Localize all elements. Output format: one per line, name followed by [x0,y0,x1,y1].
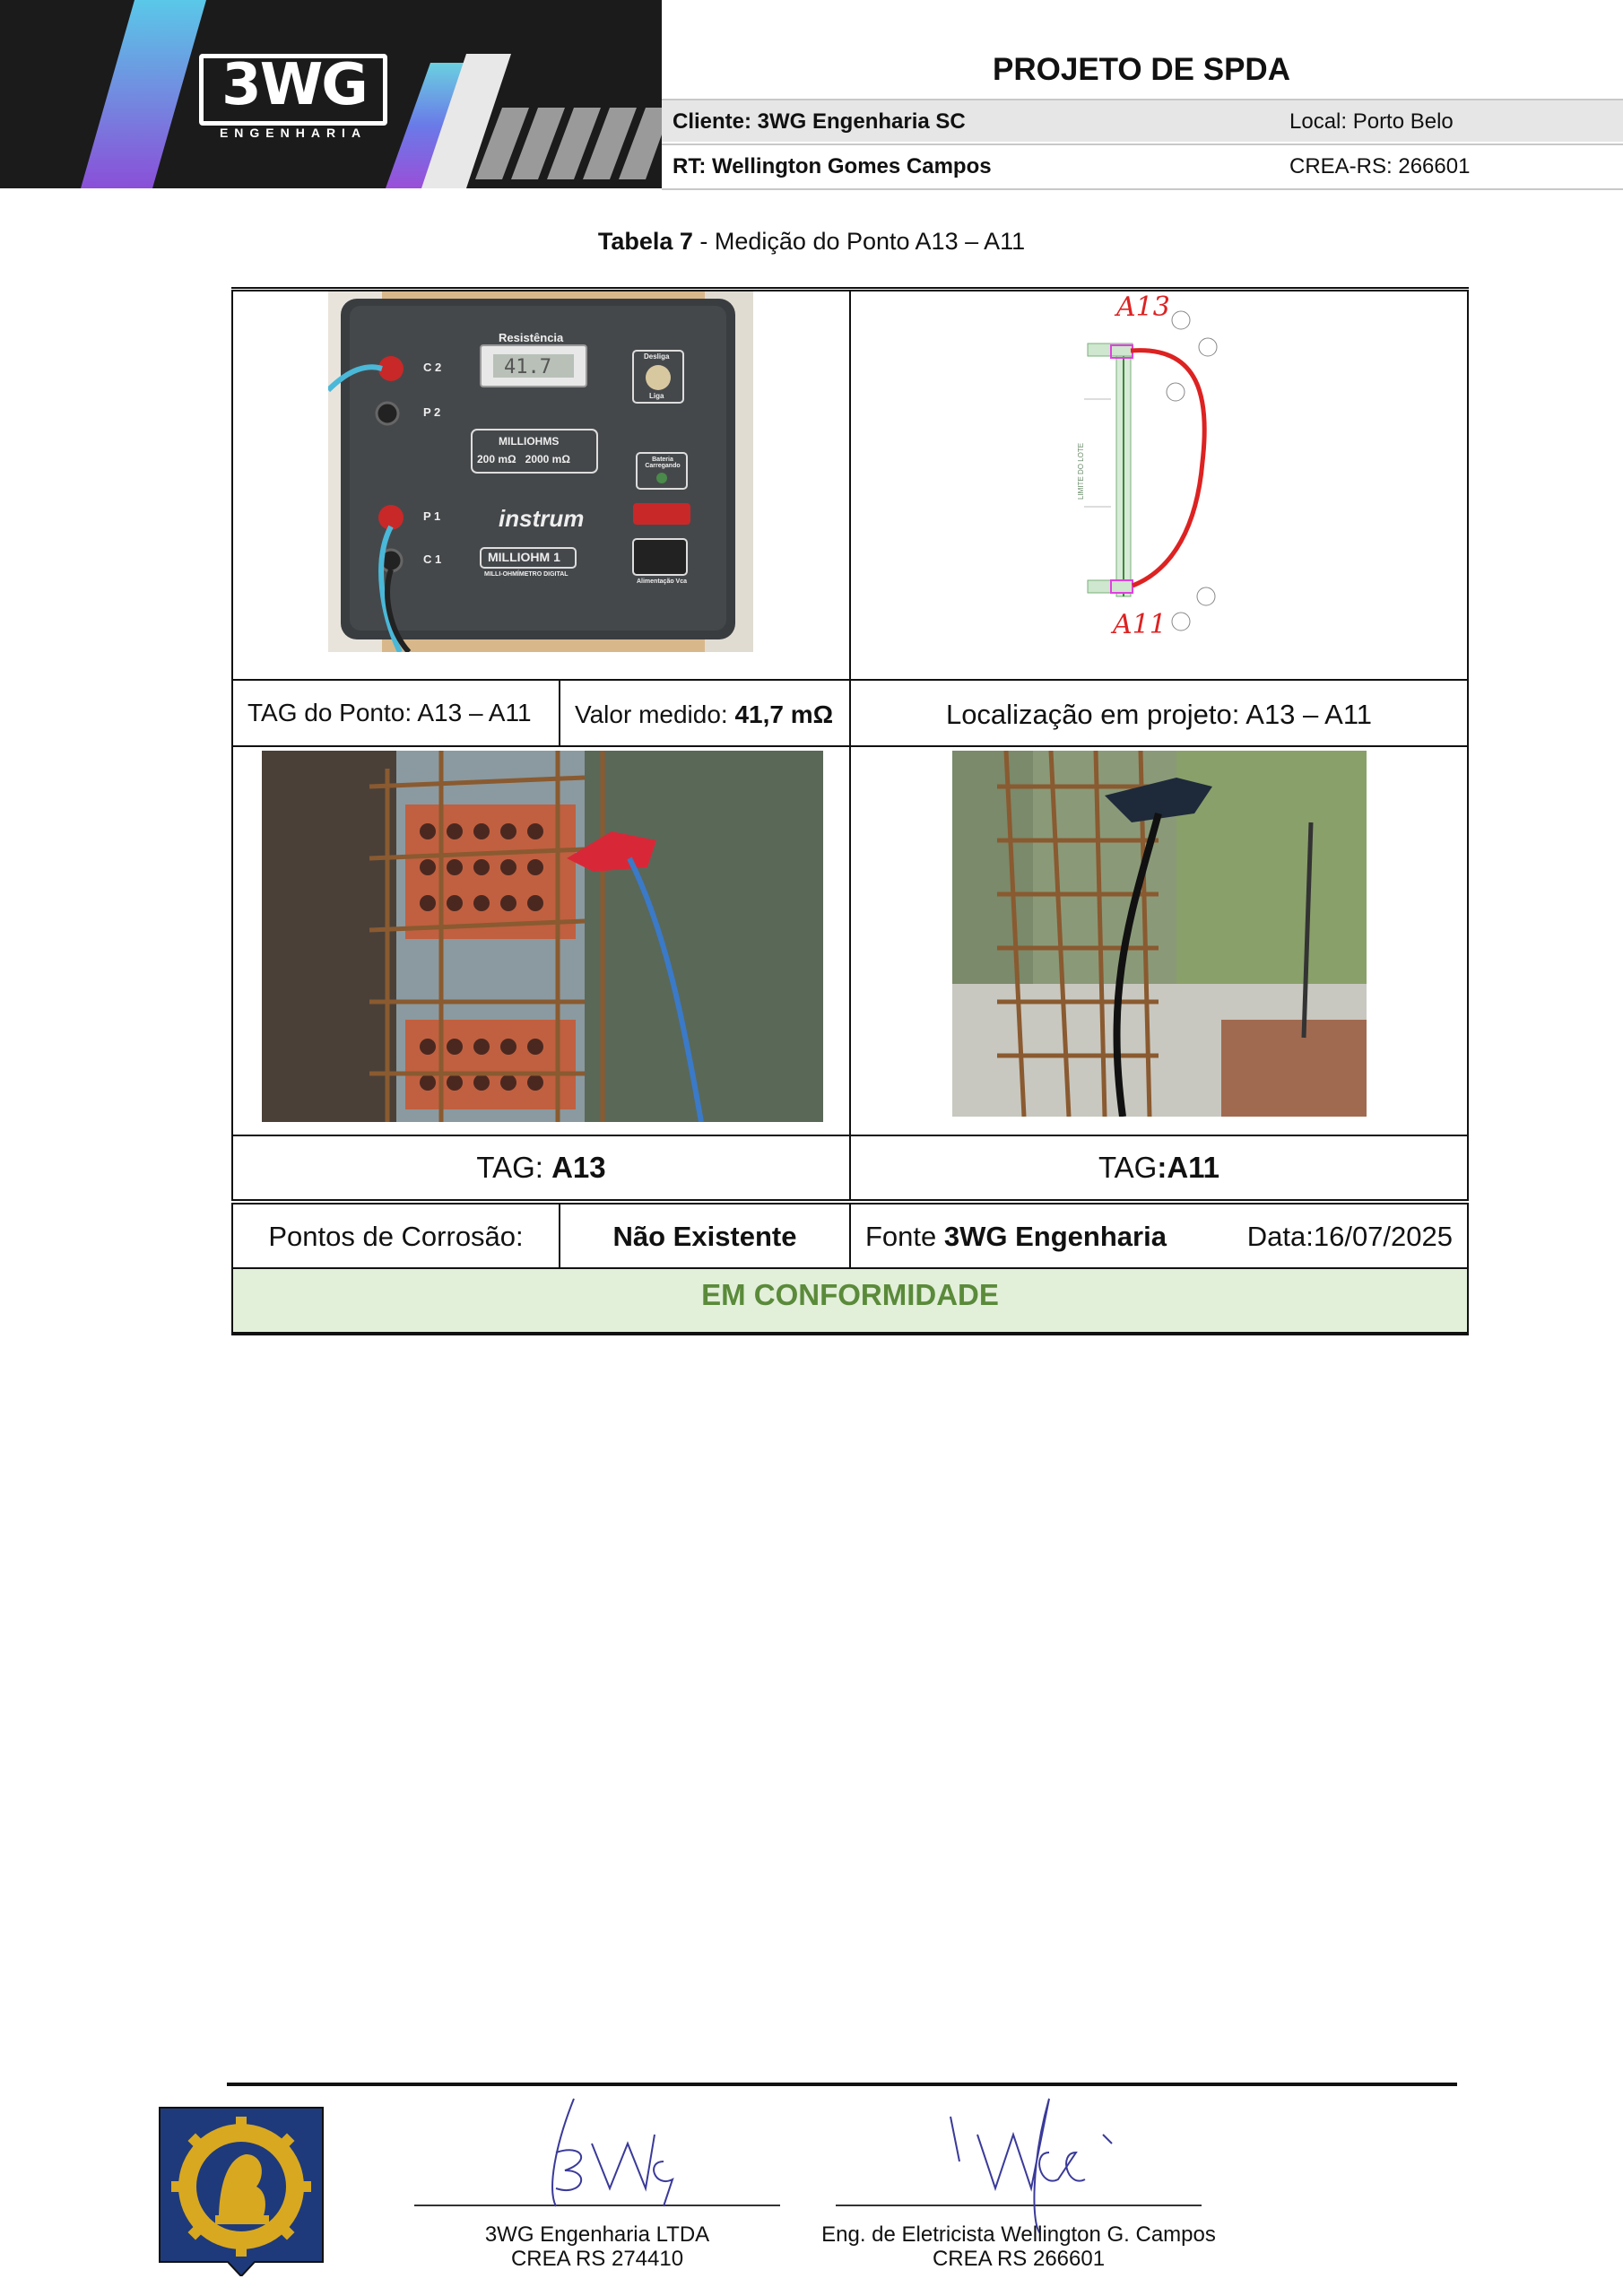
cell-project-drawing [849,290,1469,681]
photo-a13 [262,751,823,1122]
meter-terminal-p1: P 1 [423,509,441,523]
tag-a11-value: :A11 [1157,1151,1220,1184]
corrosion-value: Não Existente [612,1221,797,1252]
header-info-row-rt [662,144,1623,190]
meter-model-sub: MILLI-OHMÍMETRO DIGITAL [484,571,568,578]
signature-1-text [414,2222,780,2271]
meter-label-resistencia: Resistência [499,331,564,344]
measured-value-text [575,700,833,729]
drawing-side-text: LIMITE DO LOTE [1077,442,1085,500]
client-name: Cliente: 3WG Engenharia SC [673,109,966,134]
meter-model: MILLIOHM 1 [488,550,560,564]
tag-a13-label: TAG: [476,1151,552,1184]
tag-point-label: TAG do Ponto: A13 – A11 [247,699,532,726]
status-badge: EM CONFORMIDADE [701,1278,999,1311]
cell-tag-a13 [231,1135,851,1201]
caption-label: Tabela 7 [597,228,693,255]
photo-a11-illustration [952,751,1367,1117]
source-value: 3WG Engenharia [943,1221,1167,1252]
footer-rule [227,2083,1457,2086]
location-text: Local: Porto Belo [1289,109,1454,134]
logo-text: 3WG [221,52,367,118]
signature-2-text [791,2222,1246,2271]
meter-photo [328,291,753,652]
tag-a11-label: TAG [1098,1151,1158,1184]
meter-terminal-c2: C 2 [423,361,442,374]
cell-source-date [849,1203,1469,1269]
tag-a13-text [233,1151,849,1185]
meter-terminal-p2: P 2 [423,405,441,419]
crea-seal [156,2104,326,2276]
corrosion-label: Pontos de Corrosão: [268,1221,524,1252]
signature-1-scribble [520,2090,699,2215]
meter-brand: instrum [499,505,585,532]
caption-text: - Medição do Ponto A13 – A11 [692,228,1026,255]
project-drawing [1075,291,1254,655]
meter-illustration [328,291,753,652]
meter-label-liga: Liga [649,392,664,400]
drawing-label-top: A13 [1116,291,1170,323]
tag-a11-text [851,1151,1467,1185]
table-caption [0,228,1623,256]
signature-1-crea: CREA RS 274410 [510,2247,684,2271]
cell-photo-a13 [231,745,851,1136]
responsible-technician: RT: Wellington Gomes Campos [673,154,992,178]
meter-label-bateria: Bateria Carregando [645,457,681,469]
header-banner [0,0,662,188]
project-location-label: Localização em projeto: A13 – A11 [945,699,1373,730]
measured-value-label: Valor medido: [575,700,735,728]
measured-value: 41,7 mΩ [734,700,834,728]
signature-1-company: 3WG Engenharia LTDA [484,2222,710,2247]
document-title: PROJETO DE SPDA [993,52,1290,87]
meter-label-desliga: Desliga [644,352,670,361]
source-label: Fonte [865,1221,944,1252]
table-top-rule [231,287,1469,289]
header-info-row-client [662,99,1623,142]
cell-photo-a11 [849,745,1469,1136]
cell-measured-value [559,679,851,747]
measurement-date: Data:16/07/2025 [1246,1221,1453,1252]
signature-2-crea: CREA RS 266601 [932,2247,1106,2271]
cell-tag-point [231,679,560,747]
meter-range-label: 200 mΩ 2000 mΩ [477,453,570,465]
tag-a13-value: A13 [551,1151,606,1184]
meter-display: 41.7 [504,356,551,378]
photo-a11 [952,751,1367,1117]
cell-corrosion-value [559,1203,851,1269]
drawing-label-bottom: A11 [1113,609,1167,640]
drawing-illustration [1075,291,1254,655]
source-text [865,1221,1167,1253]
cell-corrosion-label [231,1203,560,1269]
cell-status [231,1267,1469,1335]
crea-seal-icon [156,2104,326,2276]
cell-project-location [849,679,1469,747]
meter-label-alimentacao: Alimentação Vca [636,578,688,585]
signature-2-scribble [942,2090,1139,2233]
meter-terminal-c1: C 1 [423,552,442,566]
logo-subtext: ENGENHARIA [219,126,368,140]
cell-meter-photo [231,290,851,681]
crea-number: CREA-RS: 266601 [1289,154,1471,178]
cell-tag-a11 [849,1135,1469,1201]
meter-label-milliohms: MILLIOHMS [499,435,560,448]
photo-a13-illustration [262,751,823,1122]
signature-2-name: Eng. de Eletricista Wellington G. Campos [821,2222,1216,2247]
